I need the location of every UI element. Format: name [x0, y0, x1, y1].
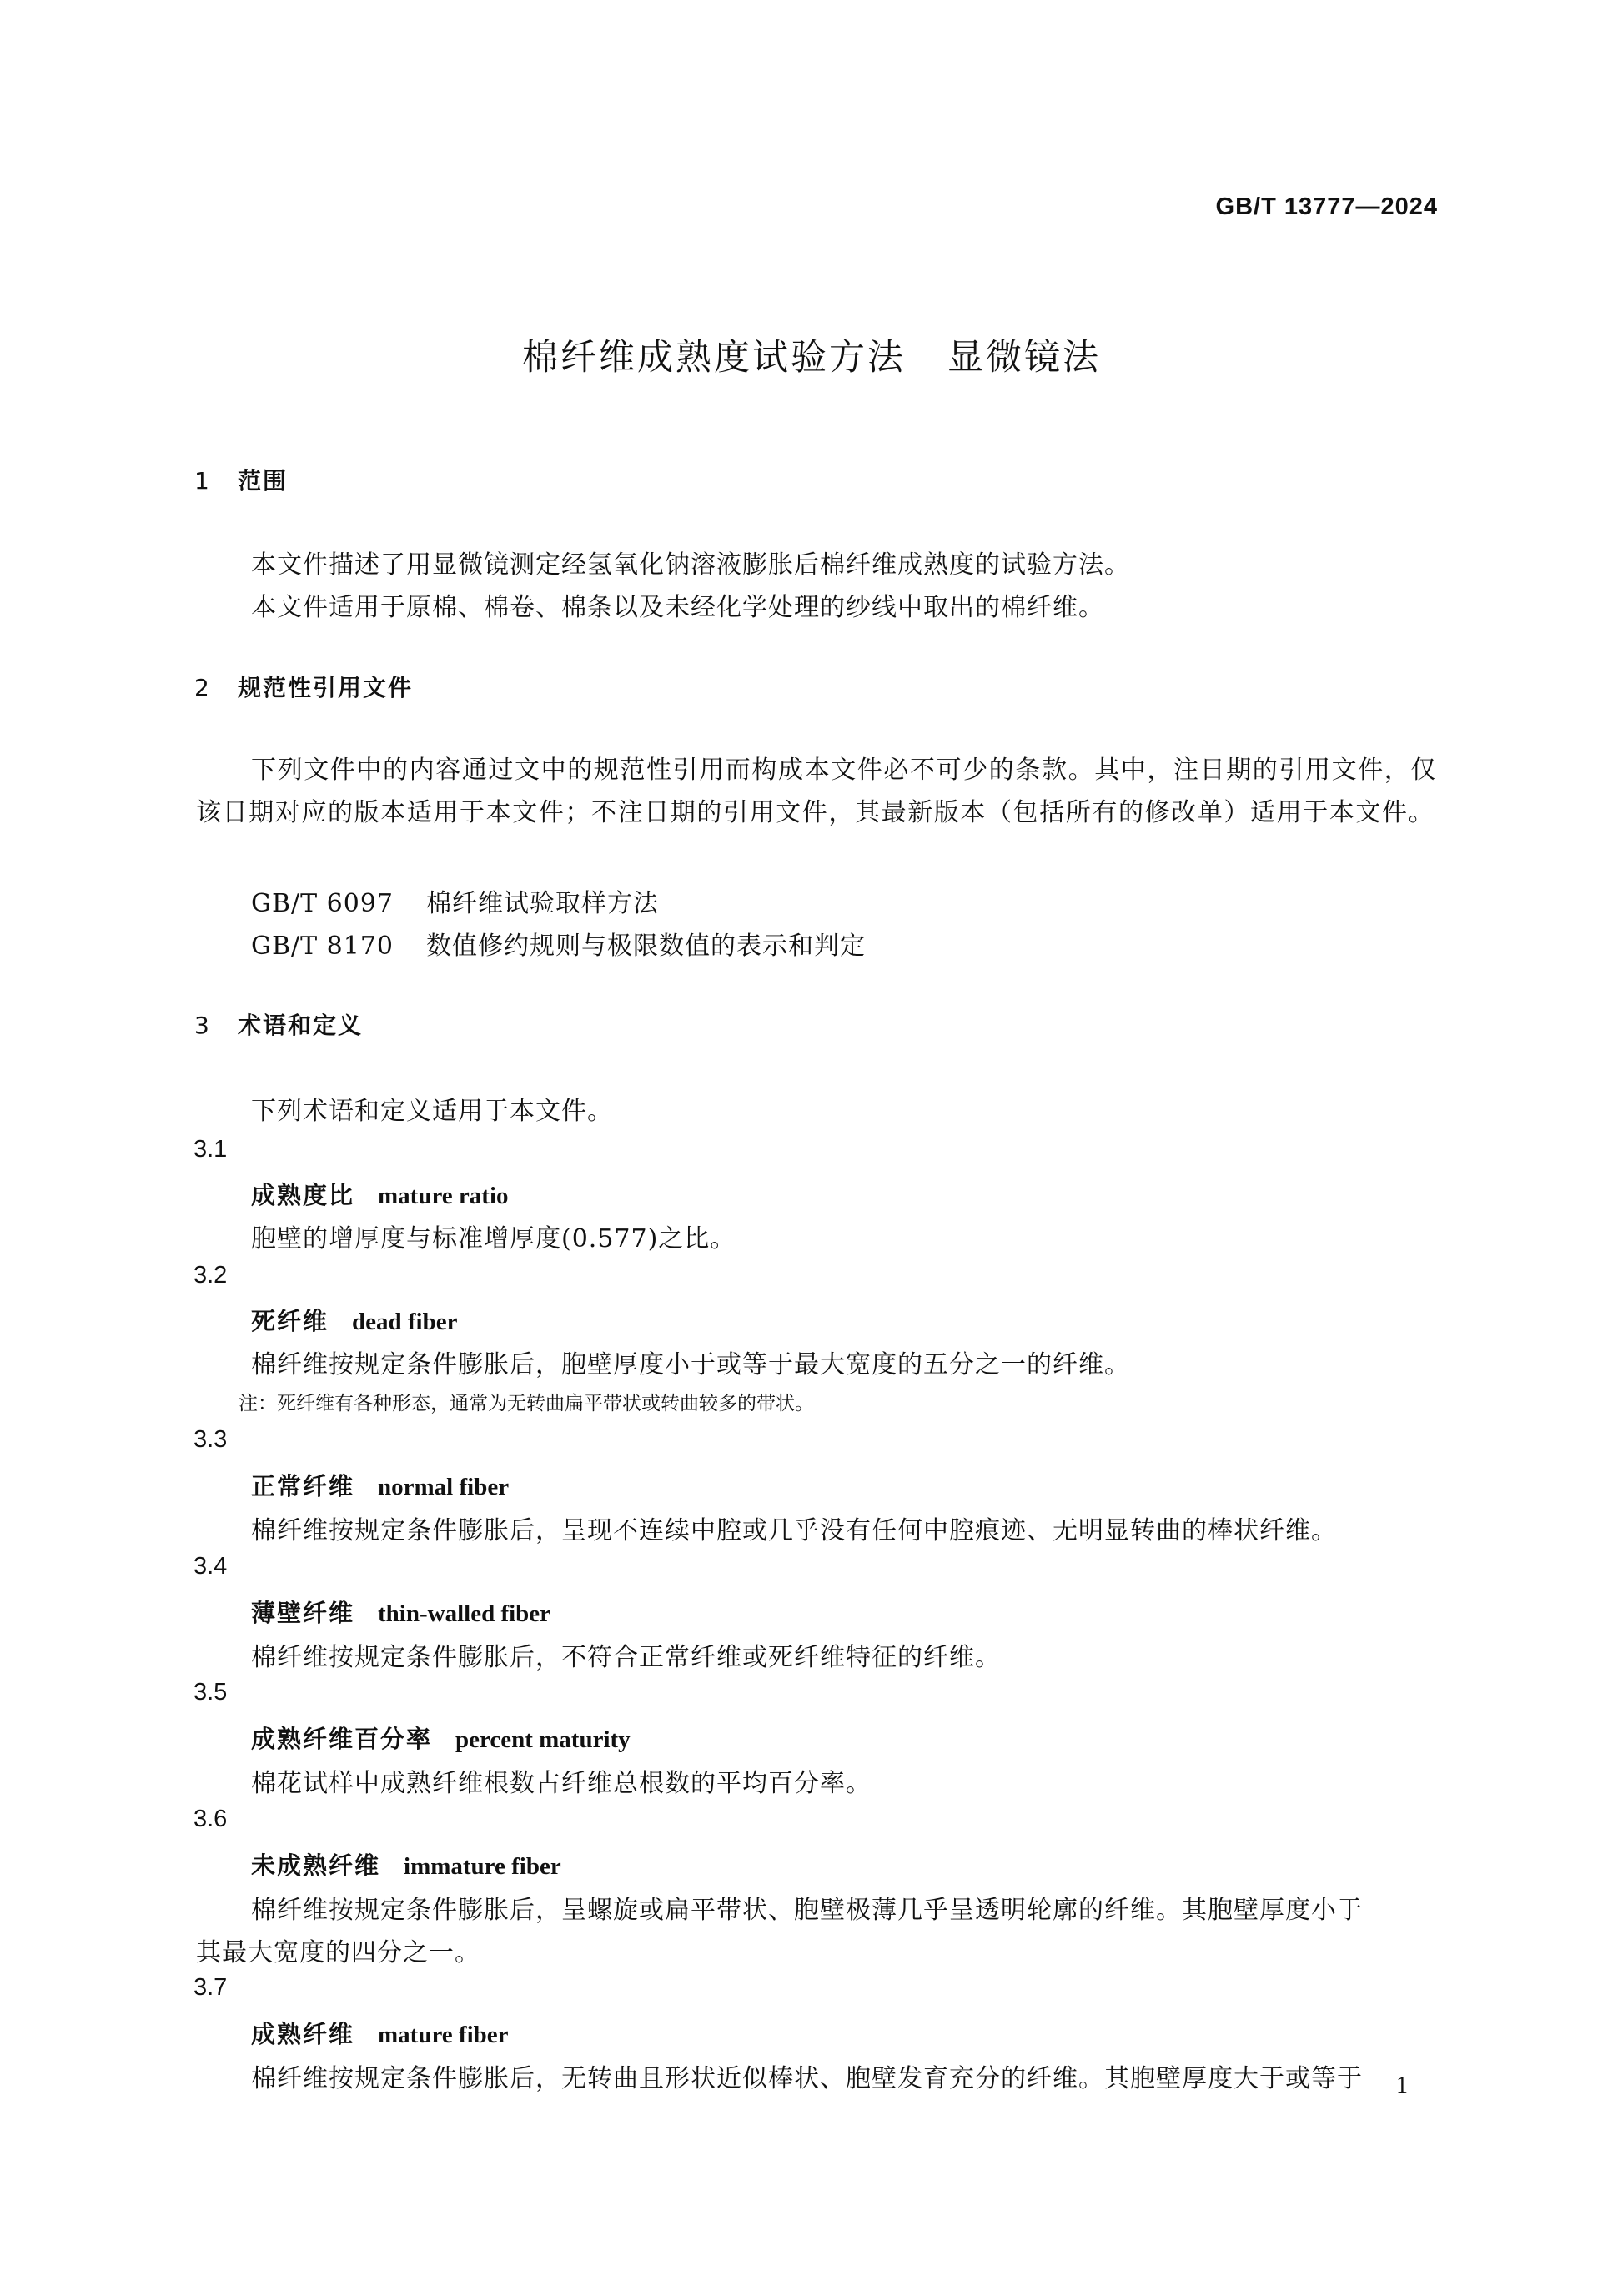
- term-number: 3.1: [193, 1136, 228, 1163]
- term-number: 3.6: [193, 1806, 228, 1832]
- term-heading: [251, 1177, 509, 1211]
- paragraph: 本文件描述了用显微镜测定经氢氧化钠溶液膨胀后棉纤维成熟度的试验方法。: [251, 550, 1130, 580]
- term-number: 3.2: [193, 1262, 228, 1289]
- term-en: normal fiber: [378, 1474, 510, 1500]
- section-title: 范围: [238, 467, 289, 495]
- paragraph: 下列术语和定义适用于本文件。: [251, 1097, 613, 1126]
- reference-item: [251, 882, 659, 919]
- section-title: 规范性引用文件: [238, 674, 414, 701]
- term-en: percent maturity: [455, 1726, 631, 1753]
- section-number: 1: [194, 467, 209, 495]
- section-number: 2: [194, 674, 209, 701]
- term-definition: 棉纤维按规定条件膨胀后，呈现不连续中腔或几乎没有任何中腔痕迹、无明显转曲的棒状纤维。: [251, 1516, 1337, 1545]
- term-en: mature fiber: [378, 2022, 509, 2048]
- term-heading: [251, 1721, 631, 1755]
- section-heading-normative-references: [194, 670, 413, 703]
- title-sub: 显微镜法: [947, 337, 1101, 379]
- term-definition: 棉纤维按规定条件膨胀后，呈螺旋或扁平带状、胞壁极薄几乎呈透明轮廓的纤维。其胞壁厚度小于: [251, 1896, 1363, 1925]
- term-heading: [251, 2016, 509, 2050]
- term-zh: 成熟纤维: [251, 2020, 355, 2048]
- term-zh: 未成熟纤维: [251, 1851, 381, 1880]
- term-heading: [251, 1595, 550, 1629]
- document-title: [0, 329, 1623, 380]
- term-heading: [251, 1847, 561, 1882]
- term-heading: [251, 1303, 457, 1337]
- term-number: 3.4: [193, 1553, 228, 1580]
- reference-title: 数值修约规则与极限数值的表示和判定: [426, 932, 866, 961]
- term-definition: 棉纤维按规定条件膨胀后，不符合正常纤维或死纤维特征的纤维。: [251, 1643, 1001, 1672]
- term-zh: 成熟度比: [251, 1181, 355, 1209]
- term-number: 3.7: [193, 1974, 228, 2001]
- section-number: 3: [194, 1012, 209, 1039]
- reference-title: 棉纤维试验取样方法: [426, 889, 659, 918]
- term-en: mature ratio: [378, 1183, 509, 1209]
- section-heading-scope: [194, 463, 288, 496]
- term-definition-continued: 其最大宽度的四分之一。: [196, 1938, 480, 1967]
- standard-number: GB/T 13777—2024: [1215, 193, 1438, 220]
- term-definition: 棉花试样中成熟纤维根数占纤维总根数的平均百分率。: [251, 1769, 872, 1798]
- term-definition: 胞壁的增厚度与标准增厚度(0.577)之比。: [251, 1224, 736, 1254]
- term-note: 注：死纤维有各种形态，通常为无转曲扁平带状或转曲较多的带状。: [239, 1393, 814, 1414]
- reference-code: GB/T 6097: [251, 889, 394, 918]
- term-definition: 棉纤维按规定条件膨胀后，胞壁厚度小于或等于最大宽度的五分之一的纤维。: [251, 1350, 1130, 1379]
- section-title: 术语和定义: [238, 1012, 364, 1039]
- term-zh: 正常纤维: [251, 1472, 355, 1500]
- term-definition: 棉纤维按规定条件膨胀后，无转曲且形状近似棒状、胞壁发育充分的纤维。其胞壁厚度大于或等于: [251, 2064, 1363, 2093]
- term-zh: 死纤维: [251, 1307, 329, 1335]
- term-heading: [251, 1468, 509, 1502]
- term-en: immature fiber: [404, 1853, 561, 1880]
- reference-code: GB/T 8170: [251, 932, 394, 961]
- title-main: 棉纤维成熟度试验方法: [522, 337, 906, 379]
- term-en: thin-walled fiber: [378, 1600, 551, 1627]
- term-number: 3.5: [193, 1679, 228, 1706]
- term-number: 3.3: [193, 1426, 228, 1453]
- page-number: 1: [1396, 2072, 1408, 2098]
- section-heading-terms: [194, 1007, 363, 1041]
- term-en: dead fiber: [352, 1309, 458, 1335]
- paragraph: 下列文件中的内容通过文中的规范性引用而构成本文件必不可少的条款。其中，注日期的引用文件，仅该日期对应的版本适用于本文件；不注日期的引用文件，其最新版本（包括所有的修改单）适用于本文件。: [196, 756, 1437, 827]
- reference-item: [251, 925, 866, 962]
- term-zh: 成熟纤维百分率: [251, 1725, 433, 1753]
- paragraph: 本文件适用于原棉、棉卷、棉条以及未经化学处理的纱线中取出的棉纤维。: [251, 593, 1104, 622]
- term-zh: 薄壁纤维: [251, 1599, 355, 1627]
